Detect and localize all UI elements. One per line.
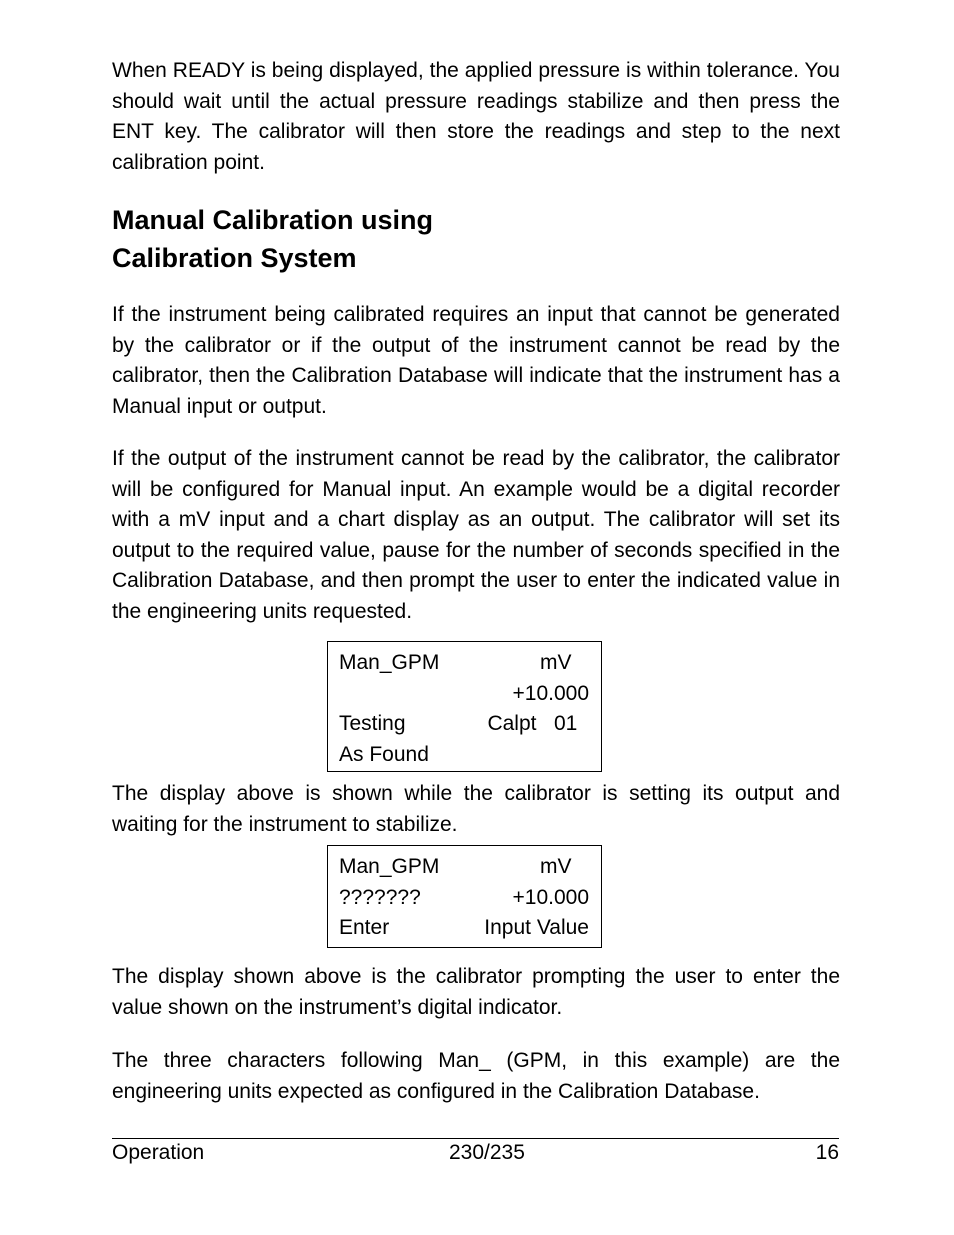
footer-section: Operation bbox=[112, 1141, 205, 1164]
lcd-cell-left: Man_GPM bbox=[339, 855, 440, 878]
paragraph-units-explain: The three characters following Man_ (GPM, in this example) are the engineering units expected as configured in the Calibration Database. bbox=[112, 1049, 840, 1103]
lcd-display-testing bbox=[327, 641, 602, 772]
section-heading-line-1: Manual Calibration using bbox=[112, 205, 434, 235]
paragraph-display-explain: The display above is shown while the calibrator is setting its output and waiting for the instrument to stabilize. bbox=[112, 782, 840, 836]
lcd-display-enter bbox=[327, 845, 602, 948]
paragraph-manual-intro: If the instrument being calibrated requires an input that cannot be generated by the calibrator or if the output of the instrument cannot be read by the calibrator, then the Calibration Database will indicate that the instrument has a Manual input or output. bbox=[112, 303, 840, 418]
lcd-cell-right: mV bbox=[539, 855, 589, 878]
lcd-cell-right: +10.000 bbox=[512, 681, 589, 705]
lcd-cell-right: Input Value bbox=[484, 916, 589, 939]
lcd-cell-right: mV bbox=[539, 651, 589, 674]
lcd-row bbox=[339, 852, 589, 883]
lcd-cell-left: ??????? bbox=[339, 885, 421, 909]
lcd-row bbox=[339, 648, 589, 679]
lcd-cell-right: +10.000 bbox=[512, 885, 589, 909]
lcd-row bbox=[339, 913, 589, 944]
lcd-cell-right: Calpt 01 bbox=[487, 712, 589, 735]
footer-model: 230/235 bbox=[449, 1141, 525, 1164]
lcd-cell-left: Man_GPM bbox=[339, 651, 440, 674]
lcd-cell-left: As Found bbox=[339, 742, 429, 766]
lcd-row bbox=[339, 679, 589, 710]
paragraph-manual-input: If the output of the instrument cannot be read by the calibrator, the calibrator will be configured for Manual input. An example would be a digital recorder with a mV input and a chart display as an output. The calibrator will set its output to the required value, pause for the number of seconds specified in the Calibration Database, and then prompt the user to enter the indicated value in the engineering units requested. bbox=[112, 447, 840, 623]
lcd-row bbox=[339, 709, 589, 740]
paragraph-prompt-explain: The display shown above is the calibrator prompting the user to enter the value shown on the instrument’s digital indicator. bbox=[112, 965, 840, 1019]
section-heading bbox=[112, 201, 840, 277]
section-heading-line-2: Calibration System bbox=[112, 243, 357, 273]
lcd-cell-left: Testing bbox=[339, 712, 406, 735]
page-number: 16 bbox=[815, 1141, 839, 1164]
lcd-cell-left: Enter bbox=[339, 916, 390, 939]
lcd-row bbox=[339, 883, 589, 914]
paragraph-ready: When READY is being displayed, the applied pressure is within tolerance. You should wait until the actual pressure readings stabilize and then press the ENT key. The calibrator will then store the readings and step to the next calibration point. bbox=[112, 59, 840, 174]
lcd-row bbox=[339, 740, 589, 771]
